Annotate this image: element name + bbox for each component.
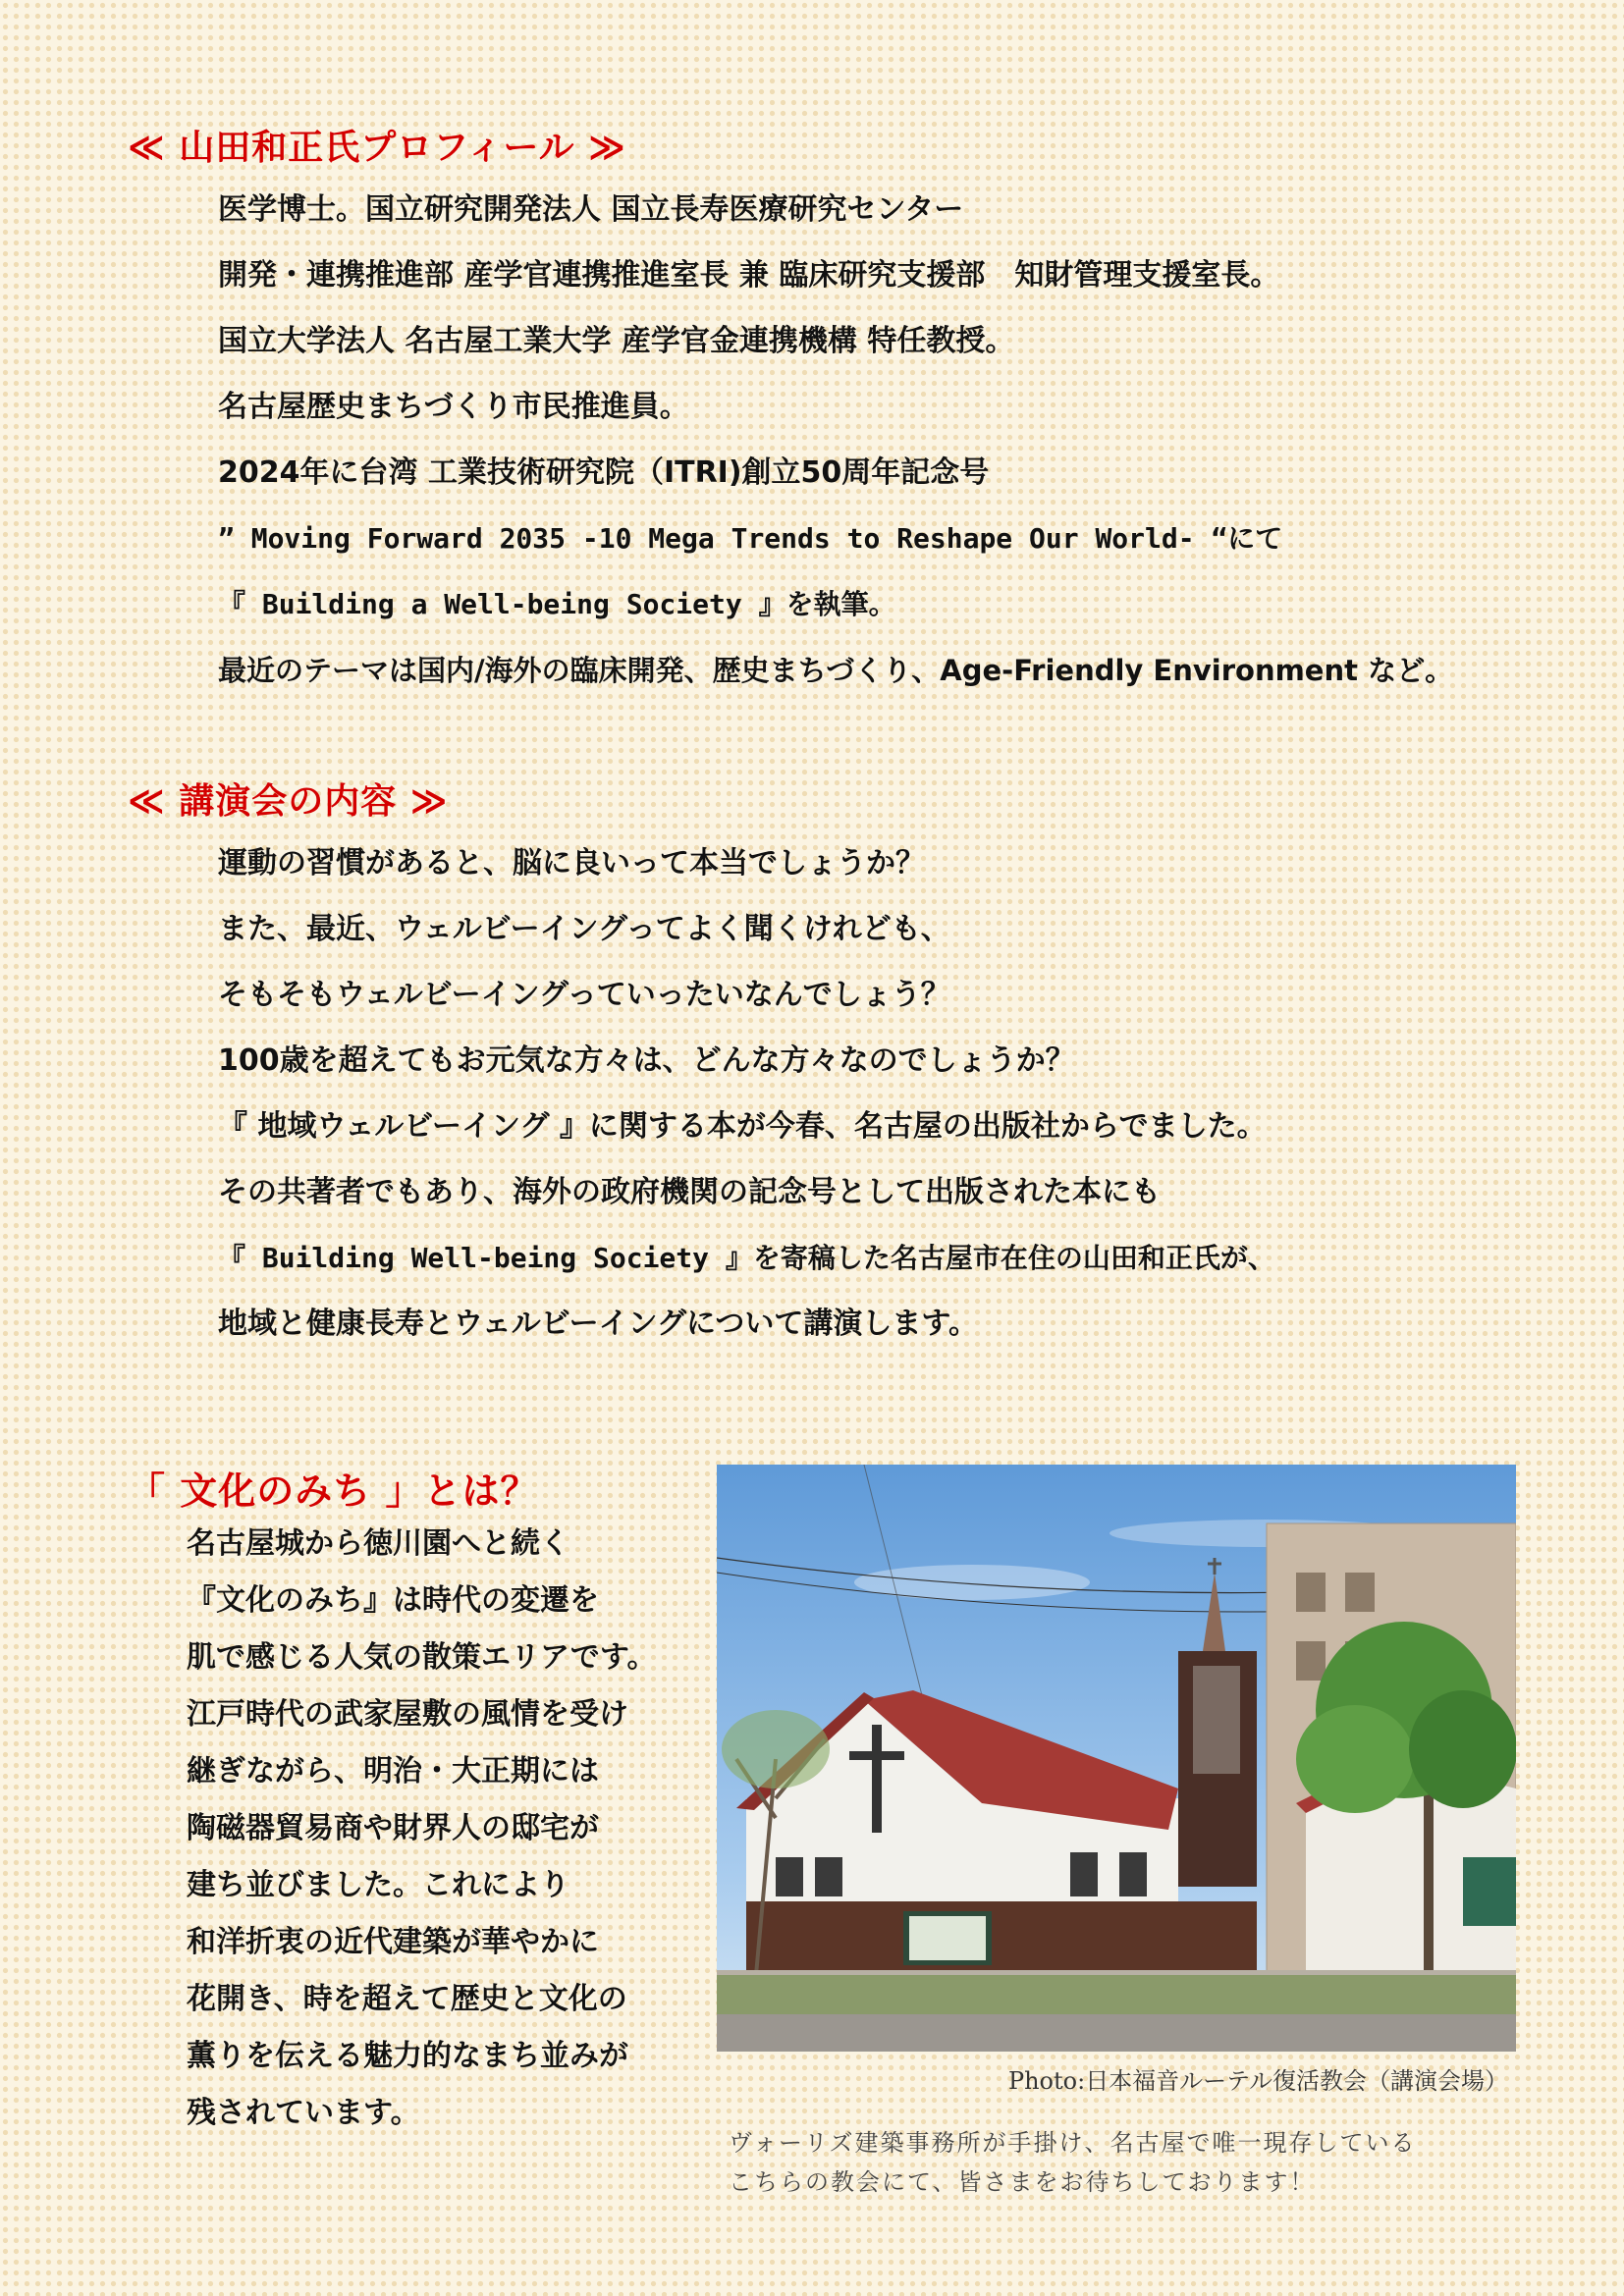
lecture-line: また、最近、ウェルビーイングってよく聞くけれども、 — [218, 912, 950, 946]
lecture-heading: ≪ 講演会の内容 ≫ — [128, 781, 449, 822]
photo-note-line: ヴォーリズ建築事務所が手掛け、名古屋で唯一現存している — [729, 2129, 1417, 2157]
profile-line: 『 Building a Well-being Society 』を執筆。 — [218, 588, 896, 620]
photo-caption: Photo:日本福音ルーテル復活教会（講演会場） — [1007, 2067, 1508, 2095]
lecture-text — [218, 846, 1275, 1372]
profile-line: 開発・連携推進部 産学官連携推進室長 兼 臨床研究支援部 知財管理支援室長。 — [218, 258, 1280, 293]
bunka-line: 肌で感じる人気の散策エリアです。 — [187, 1640, 657, 1675]
bunka-line: 継ぎながら、明治・大正期には — [187, 1754, 599, 1789]
bunka-line: 薫りを伝える魅力的なまち並みが — [187, 2039, 628, 2073]
profile-line: 最近のテーマは国内/海外の臨床開発、歴史まちづくり、Age-Friendly Environment など。 — [218, 654, 1454, 687]
profile-line: 医学博士。国立研究開発法人 国立長寿医療研究センター — [218, 192, 964, 227]
profile-text — [218, 192, 1453, 719]
lecture-line: 『 地域ウェルビーイング 』に関する本が今春、名古屋の出版社からでました。 — [218, 1109, 1267, 1144]
bunka-line: 江戸時代の武家屋敷の風情を受け — [187, 1697, 628, 1732]
profile-line: 国立大学法人 名古屋工業大学 産学官金連携機構 特任教授。 — [218, 324, 1015, 358]
bunka-line: 陶磁器貿易商や財界人の邸宅が — [187, 1811, 599, 1845]
lecture-line: 地域と健康長寿とウェルビーイングについて講演します。 — [218, 1307, 978, 1341]
bunka-line: 建ち並びました。これにより — [187, 1868, 569, 1902]
bunka-line: 名古屋城から徳川園へと続く — [187, 1526, 569, 1561]
bunka-text — [187, 1526, 657, 2153]
lecture-line: その共著者でもあり、海外の政府機関の記念号として出版された本にも — [218, 1175, 1161, 1209]
lecture-line: 100歳を超えてもお元気な方々は、どんな方々なのでしょうか？ — [218, 1043, 1075, 1078]
bunka-line: 花開き、時を超えて歴史と文化の — [187, 1982, 627, 2016]
bunka-line: 『文化のみち』は時代の変遷を — [187, 1583, 599, 1618]
lecture-line: そもそもウェルビーイングっていったいなんでしょう？ — [218, 978, 950, 1012]
profile-line: ” Moving Forward 2035 -10 Mega Trends to Reshape Our World- “にて — [218, 522, 1283, 555]
bunka-line: 残されています。 — [187, 2096, 420, 2130]
profile-heading: ≪ 山田和正氏プロフィール ≫ — [128, 128, 626, 168]
photo-note-line: こちらの教会にて、皆さまをお待ちしております！ — [729, 2168, 1316, 2196]
church-photo — [717, 1465, 1516, 2052]
bunka-line: 和洋折衷の近代建築が華やかに — [187, 1925, 599, 1959]
profile-line: 名古屋歴史まちづくり市民推進員。 — [218, 390, 689, 424]
profile-line: 2024年に台湾 工業技術研究院（ITRI)創立50周年記念号 — [218, 455, 990, 490]
lecture-line: 『 Building Well-being Society 』を寄稿した名古屋市在住の山田和正氏が、 — [218, 1242, 1275, 1274]
lecture-line: 運動の習慣があると、脳に良いって本当でしょうか？ — [218, 846, 925, 881]
bunka-heading: 「 文化のみち 」とは？ — [128, 1469, 539, 1513]
